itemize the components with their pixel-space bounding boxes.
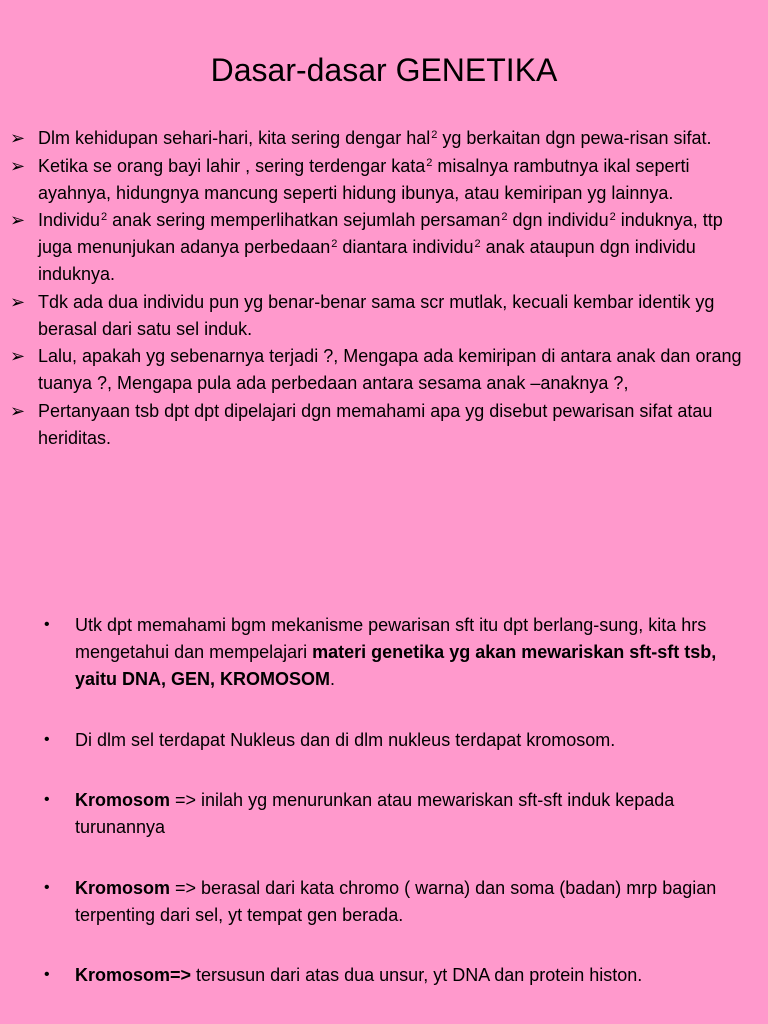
dot-list-item [40,727,740,754]
item-text: Lalu, apakah yg sebenarnya terjadi ?, Mengapa ada kemiripan di antara anak dan orang tuanya ?, Mengapa pula ada perbedaan antara sesama anak –anaknya ?, [38,346,742,394]
dot-list-item [40,787,740,841]
arrow-bullet-icon: ➢ [10,346,26,367]
item-text: => berasal dari kata chromo ( warna) dan soma (badan) mrp bagian terpenting dari sel, yt tempat gen berada. [75,877,717,925]
item-text: . [330,668,336,689]
superscript-two: 2 [426,156,433,169]
item-text: => inilah yg menurunkan atau mewariskan sft-sft induk kepada turunannya [75,790,675,837]
item-text: anak sering memperlihatkan sejumlah persaman [107,210,501,231]
bullet-dot-icon: • [44,731,50,749]
superscript-two: 2 [331,238,338,251]
arrow-list-item [10,125,758,152]
item-bold-text: materi genetika yg akan mewariskan sft-sft tsb, yaitu DNA, GEN, KROMOSOM [75,641,717,689]
superscript-two: 2 [501,211,508,224]
item-text: diantara individu [337,237,474,258]
item-text: misalnya rambutnya ikal seperti ayahnya, hidungnya mancung seperti hidung ibunya, atau kemiripan yg lainnya. [38,155,690,203]
arrow-list-item [10,153,758,207]
arrow-list-item [10,207,758,287]
arrow-list-item [10,289,758,343]
bullet-dot-icon: • [44,878,50,896]
item-text: tersusun dari atas dua unsur, yt DNA dan protein histon. [191,965,643,986]
item-text: induknya, ttp juga menunjukan adanya perbedaan [38,210,723,258]
item-text: Individu [38,210,101,231]
superscript-two: 2 [474,238,481,251]
arrow-bullet-icon: ➢ [10,128,26,148]
arrow-bullet-icon: ➢ [10,210,26,231]
arrow-bullet-list [10,125,758,453]
item-text: Di dlm sel terdapat Nukleus dan di dlm nukleus terdapat kromosom. [75,730,616,751]
item-text: Utk dpt memahami bgm mekanisme pewarisan sft itu dpt berlang-sung, kita hrs mengetahui dan mempelajari [75,615,707,662]
dot-bullet-list [40,612,740,989]
page-title: Dasar-dasar GENETIKA [210,52,558,88]
arrow-bullet-icon: ➢ [10,155,26,176]
arrow-list-item [10,343,758,397]
item-text: anak ataupun dgn individu induknya. [38,237,696,284]
arrow-list-item [10,398,758,452]
item-bold-text: Kromosom [75,790,171,811]
dot-list-item [40,612,740,692]
bullet-dot-icon: • [44,966,50,984]
superscript-two: 2 [609,211,616,224]
item-text: Dlm kehidupan sehari-hari, kita sering dengar hal [38,128,431,148]
item-text: dgn individu [507,210,609,231]
superscript-two: 2 [101,211,108,224]
item-bold-text: Kromosom=> [75,965,192,986]
item-text: Pertanyaan tsb dpt dpt dipelajari dgn memahami apa yg disebut pewarisan sifat atau heriditas. [38,400,713,448]
dot-list-item [40,962,740,989]
arrow-bullet-icon: ➢ [10,291,26,312]
arrow-bullet-icon: ➢ [10,400,26,421]
item-text: Tdk ada dua individu pun yg benar-benar sama scr mutlak, kecuali kembar identik yg berasal dari satu sel induk. [38,291,715,339]
item-bold-text: Kromosom [75,877,171,898]
item-text: yg berkaitan dgn pewa-risan sifat. [437,128,712,148]
item-text: Ketika se orang bayi lahir , sering terdengar kata [38,155,426,176]
bullet-dot-icon: • [44,791,50,809]
dot-list-item [40,875,740,929]
superscript-two: 2 [431,129,438,141]
bullet-dot-icon: • [44,616,50,633]
